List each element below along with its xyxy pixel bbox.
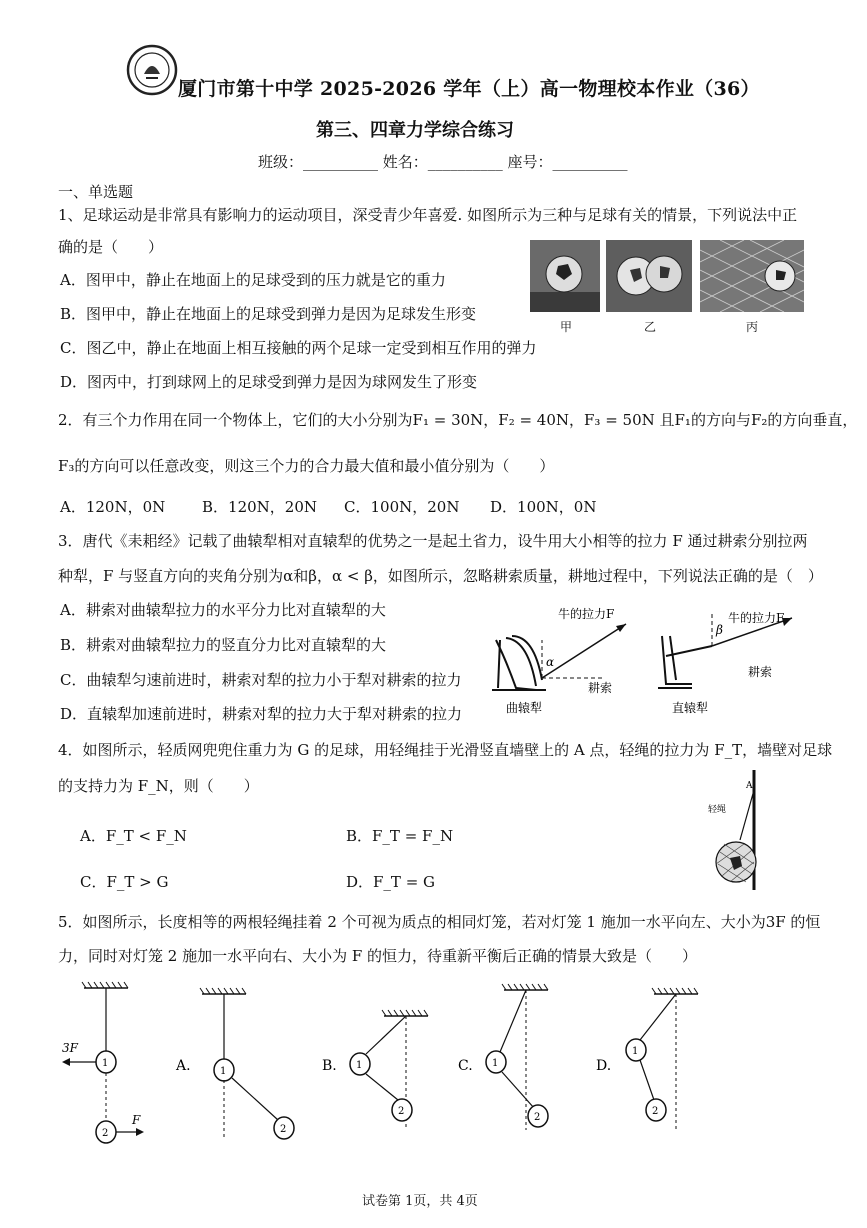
q1-photo-yi	[606, 240, 692, 312]
q3-stem-line2: 种犁，F 与竖直方向的夹角分别为α和β，α < β，如图所示，忽略耕索质量，耕地过程中，下列说法正确的是（ ）	[58, 567, 823, 585]
q5-orig-l2: 2	[102, 1128, 109, 1139]
q2-option-b: B．120N，20N	[202, 498, 317, 516]
q3-plow1-label: 曲辕犁	[506, 701, 543, 715]
svg-text:1: 1	[356, 1060, 363, 1071]
q5-stem-line1: 5．如图所示，长度相等的两根轻绳挂着 2 个可视为质点的相同灯笼，若对灯笼 1 施加一水平向左、大小为3F 的恒	[58, 913, 821, 931]
q5-option-c-label: C.	[458, 1058, 473, 1074]
q2-option-a: A．120N，0N	[60, 498, 166, 516]
q2-stem-line1: 2．有三个力作用在同一个物体上，它们的大小分别为F₁ = 30N，F₂ = 40N，F₃ = 50N 且F₁的方向与F₂的方向垂直，	[58, 411, 858, 429]
q2-option-c: C．100N，20N	[344, 498, 460, 516]
svg-text:2: 2	[534, 1112, 541, 1123]
q3-option-c: C．曲辕犁匀速前进时，耕索对犁的拉力小于犁对耕索的拉力	[60, 671, 462, 689]
q1-caption-bing: 丙	[746, 320, 759, 334]
svg-text:1: 1	[632, 1046, 639, 1057]
student-info-line: 班级：__________ 姓名：__________ 座号：__________	[258, 153, 628, 171]
q5-orig-l1: 1	[102, 1058, 109, 1069]
svg-text:1: 1	[492, 1058, 499, 1069]
q3-option-b: B．耕索对曲辕犁拉力的竖直分力比对直辕犁的大	[60, 636, 387, 654]
q3-plow-diagram	[476, 600, 816, 724]
q4-rope-label: 轻绳	[708, 805, 727, 815]
q1-stem-line2: 确的是（ ）	[58, 238, 164, 256]
q5-option-d-label: D.	[596, 1058, 612, 1074]
q1-option-c: C．图乙中，静止在地面上相互接触的两个足球一定受到相互作用的弹力	[60, 339, 537, 357]
q4-stem-line2: 的支持力为 F_N，则（ ）	[58, 777, 259, 795]
section-heading: 一、单选题	[58, 183, 134, 201]
school-seal-icon	[126, 44, 178, 96]
q3-rope2-label: 耕索	[748, 665, 773, 679]
q4-ball-wall-diagram	[700, 766, 770, 892]
q1-stem-line1: 1、足球运动是非常具有影响力的运动项目，深受青少年喜爱. 如图所示为三种与足球有关的情景，下列说法中正	[58, 206, 798, 224]
q3-alpha-label: α	[546, 655, 555, 669]
svg-text:2: 2	[398, 1106, 405, 1117]
q2-stem-line2: F₃的方向可以任意改变，则这三个力的合力最大值和最小值分别为（ ）	[58, 457, 555, 475]
q4-option-d: D．F_T = G	[346, 873, 436, 891]
q3-pull1-label: 牛的拉力F	[558, 607, 615, 621]
q3-rope1-label: 耕索	[588, 681, 613, 695]
q4-stem-line1: 4．如图所示，轻质网兜兜住重力为 G 的足球，用轻绳挂于光滑竖直墙壁上的 A 点，轻绳的拉力为 F_T，墙壁对足球	[58, 741, 833, 759]
page-subtitle: 第三、四章力学综合练习	[316, 120, 514, 141]
q4-point-label: A	[746, 781, 753, 791]
q5-option-a-label: A.	[176, 1058, 191, 1074]
q1-caption-yi: 乙	[644, 320, 657, 334]
svg-text:2: 2	[652, 1106, 659, 1117]
q5-option-b-label: B.	[322, 1058, 337, 1074]
q1-option-d: D．图丙中，打到球网上的足球受到弹力是因为球网发生了形变	[60, 373, 478, 391]
svg-text:1: 1	[220, 1066, 227, 1077]
q4-option-a: A．F_T < F_N	[80, 827, 187, 845]
q3-beta-label: β	[716, 623, 723, 637]
q3-pull2-label: 牛的拉力F	[728, 611, 785, 625]
q5-stem-line2: 力，同时对灯笼 2 施加一水平向右、大小为 F 的恒力，待重新平衡后正确的情景大致是（ ）	[58, 947, 698, 965]
q4-option-c: C．F_T > G	[80, 873, 169, 891]
q3-plow2-label: 直辕犁	[672, 701, 709, 715]
q1-option-b: B．图甲中，静止在地面上的足球受到弹力是因为足球发生形变	[60, 305, 477, 323]
q3-option-a: A．耕索对曲辕犁拉力的水平分力比对直辕犁的大	[60, 601, 386, 619]
q5-force-f: F	[132, 1113, 141, 1127]
q1-photo-jia	[530, 240, 600, 312]
q3-rope1-line	[542, 624, 626, 678]
q4-option-b: B．F_T = F_N	[346, 827, 454, 845]
q1-photo-bing	[700, 240, 804, 312]
q5-force-3f: 3F	[62, 1041, 78, 1055]
page-title: 厦门市第十中学 2025-2026 学年（上）高一物理校本作业（36）	[178, 78, 760, 100]
q1-option-a: A．图甲中，静止在地面上的足球受到的压力就是它的重力	[60, 271, 446, 289]
q5-lantern-diagram	[56, 980, 766, 1150]
q2-option-d: D．100N，0N	[490, 498, 597, 516]
svg-text:2: 2	[280, 1124, 287, 1135]
q3-stem-line1: 3．唐代《耒耜经》记载了曲辕犁相对直辕犁的优势之一是起土省力，设牛用大小相等的拉力 F 通过耕索分别拉两	[58, 532, 808, 550]
q1-caption-jia: 甲	[560, 320, 573, 334]
q3-option-d: D．直辕犁加速前进时，耕索对犁的拉力大于犁对耕索的拉力	[60, 705, 463, 723]
page-footer: 试卷第 1页，共 4页	[362, 1194, 478, 1209]
